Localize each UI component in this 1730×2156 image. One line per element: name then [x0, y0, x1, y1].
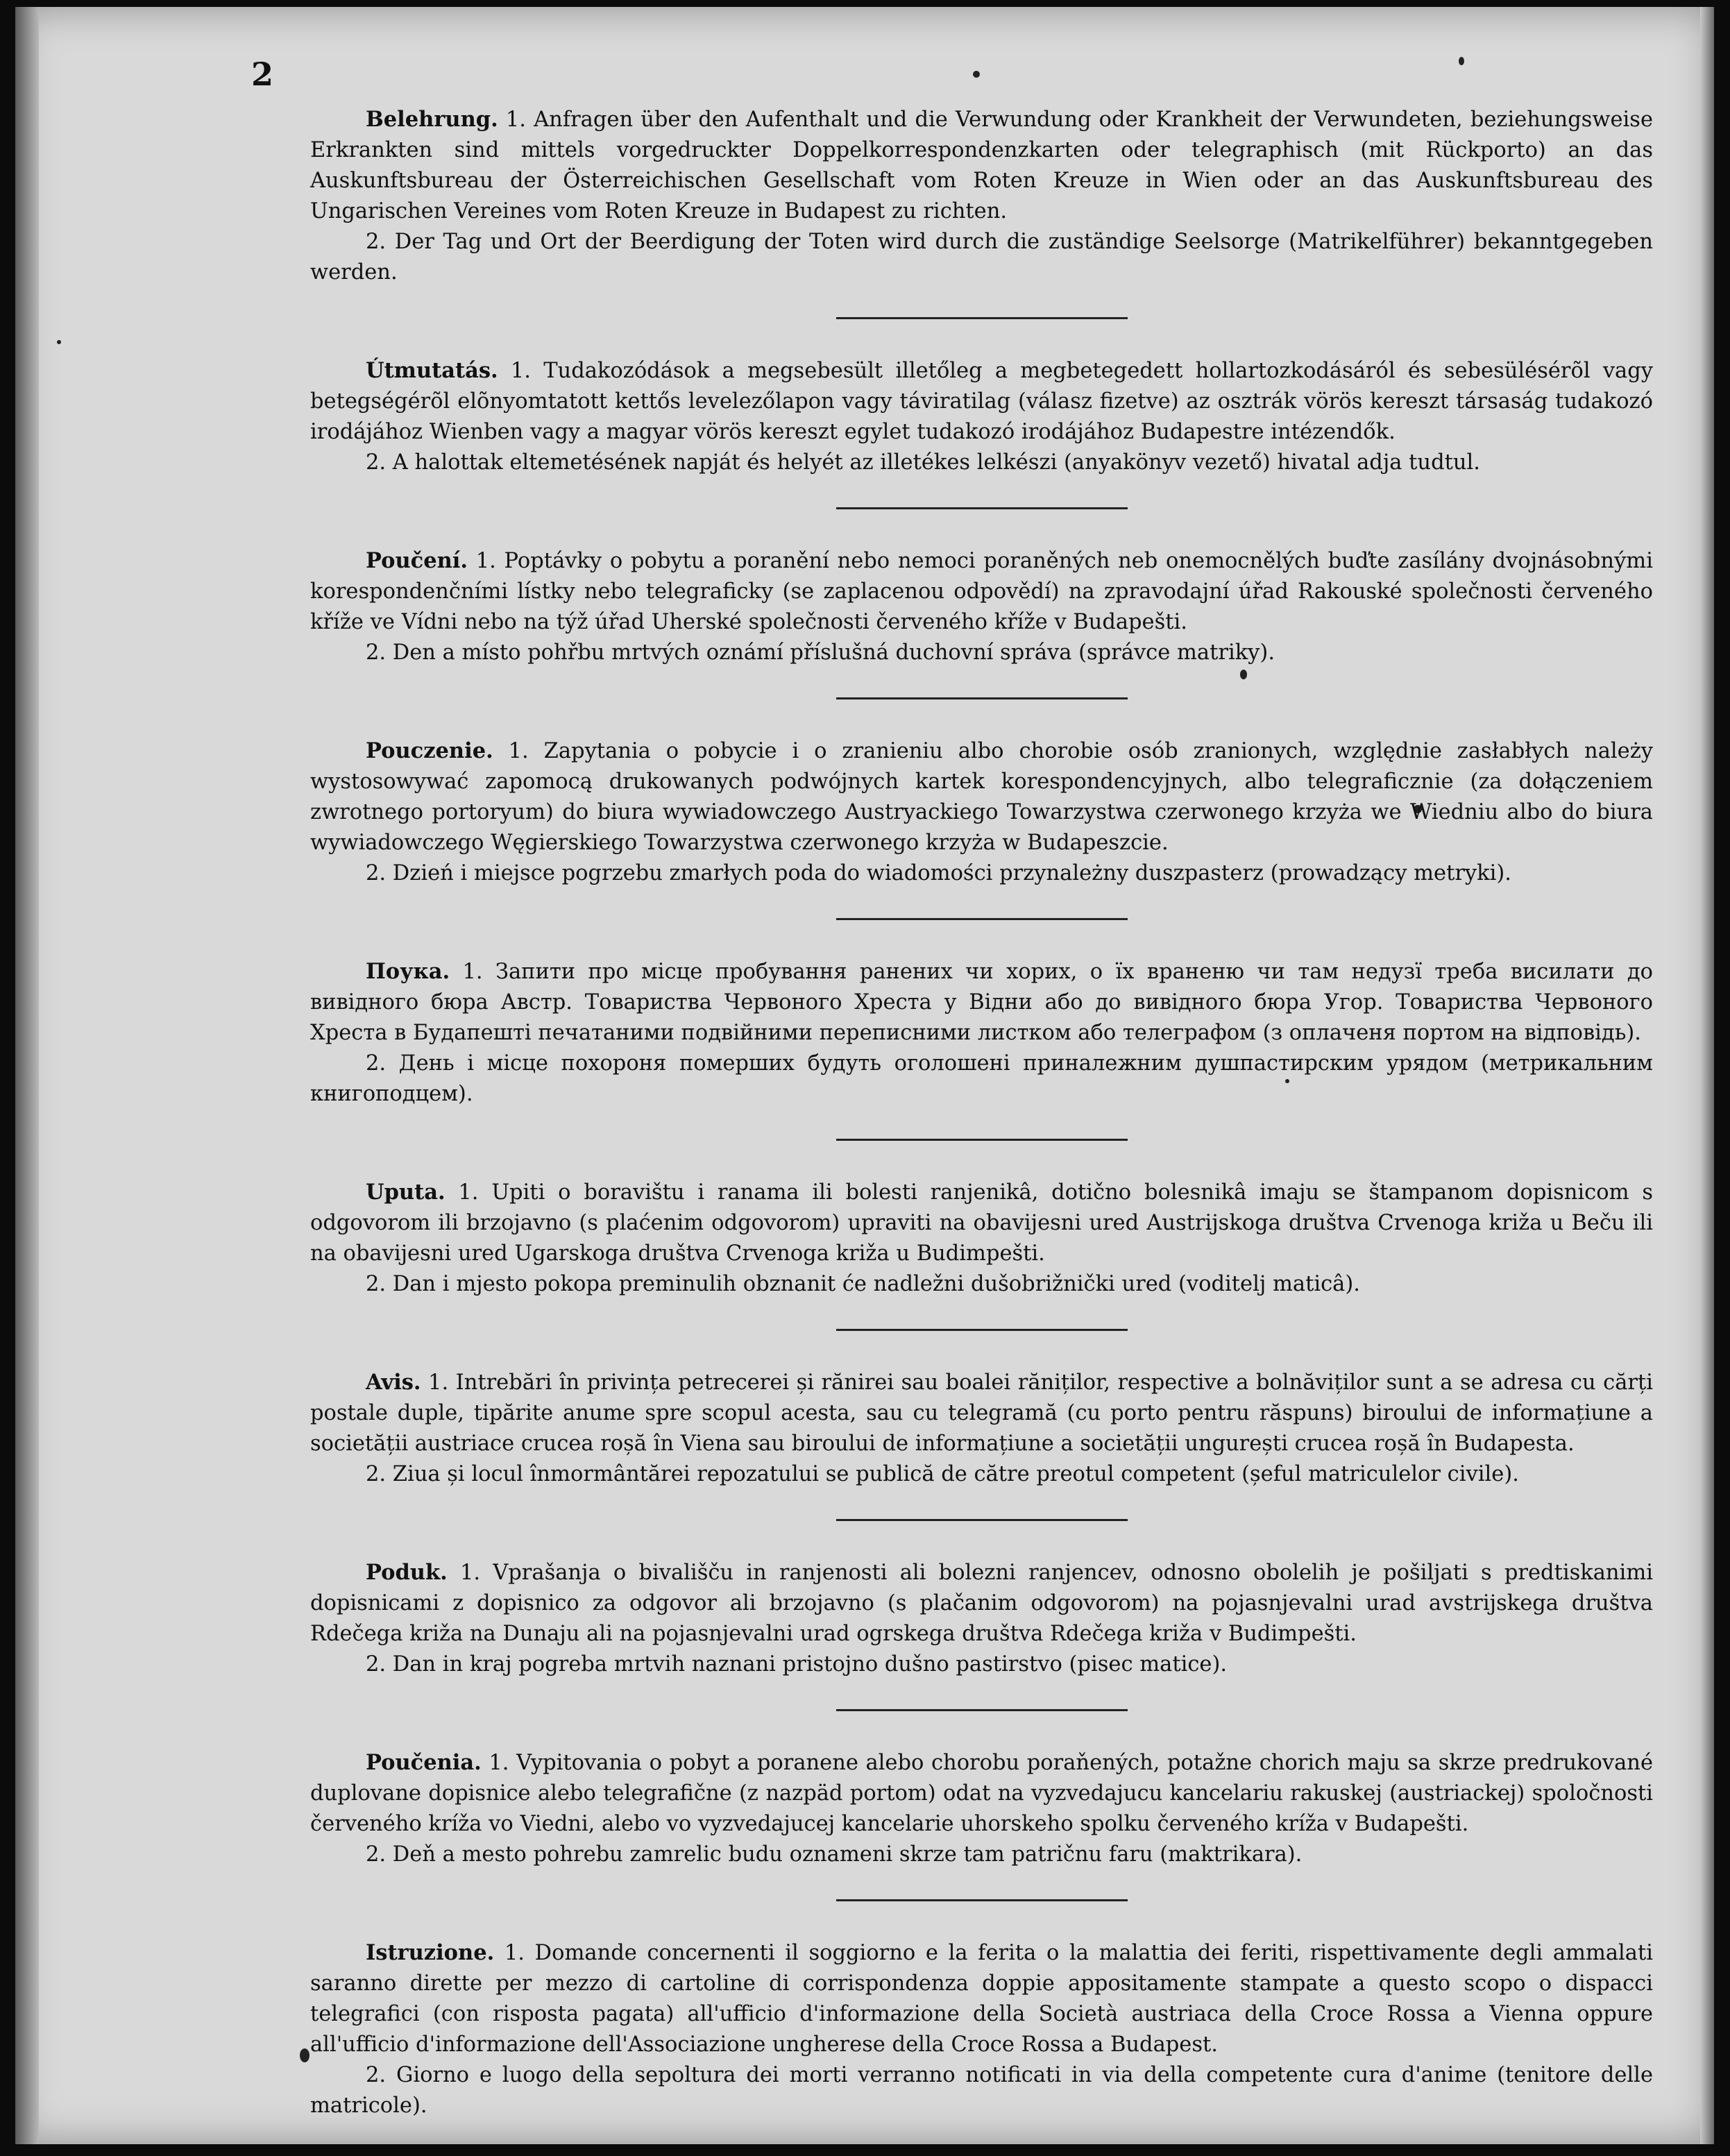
section-heading: Belehrung.: [366, 107, 498, 132]
document-body: [310, 104, 1653, 2144]
paragraph-1: [310, 736, 1653, 858]
document-page: [15, 7, 1714, 2144]
section-divider: [836, 918, 1128, 920]
paragraph-1: [310, 1557, 1653, 1649]
section-divider: [836, 1709, 1128, 1711]
section-croatian: [310, 1177, 1653, 1300]
paragraph-text: 1. Domande concernenti il soggiorno e la ferita o la malattia dei feriti, rispettivamente degli ammalati saranno dirette per mezzo di cartoline di corrispondenza doppie appositamente stampate a questo scopo o dispacci telegrafici (con risposta pagata) all'ufficio d'informazione della Società austriaca della Croce Rossa a Vienna oppure all'ufficio d'informazione dell'Associazione ungherese della Croce Rossa a Budapest.: [310, 1941, 1654, 2057]
paragraph-2: 2. Dan i mjesto pokopa preminulih obznanit će nadležni dušobrižnički ured (voditelj maticâ).: [366, 1272, 1360, 1296]
paragraph-2: 2. Giorno e luogo della sepoltura dei morti verranno notificati in via della competente cura d'anime (tenitore delle matricole).: [310, 2063, 1653, 2118]
section-divider: [836, 317, 1128, 319]
paragraph-text: 1. Запити про місце пробування ранених чи хорих, о їх враненю чи там недузї треба висилати до вивідного бюра Австр. Товариства Червоного Хреста у Відни або до вивідного бюра Угор. Товариства Червоного Хреста в Будапешті печатаними подвійними переписними листком або телеграфом (з оплаченя портом на відповідь).: [310, 960, 1653, 1045]
section-divider: [836, 1139, 1128, 1141]
paragraph-2: 2. День і місце похороня померших будуть оголошені приналежним душпастирским урядом (метрикальним книгоподцем).: [310, 1051, 1653, 1106]
scan-speck: [57, 340, 61, 344]
scan-speck: [1459, 57, 1464, 65]
paragraph-text: 1. Vprašanja o bivališču in ranjenosti ali bolezni ranjencev, odnosno obolelih je pošiljati s predtiskanimi dopisnicami z dopisnico za odgovor ali brzojavno (s plačanim odgovorom) na pojasnjevalni urad avstrijskega društva Rdečega križa na Dunaju ali na pojasnjevalni urad ogrskega društva Rdečega križa v Budimpešti.: [310, 1561, 1653, 1646]
section-heading: Avis.: [366, 1370, 421, 1395]
section-divider: [836, 507, 1128, 509]
paragraph-text: 1. Zapytania o pobycie i o zranieniu albo chorobie osób zranionych, względnie zasłabłych należy wystosowywać zapomocą drukowanych podwójnych kartek korespondencyjnych, albo telegraficznie (za dołączeniem zwrotnego portoryum) do biura wywiadowczego Austryackiego Towarzystwa czerwonego krzyża we Wiedniu albo do biura wywiadowczego Węgierskiego Towarzystwa czerwonego krzyża w Budapeszcie.: [310, 739, 1653, 855]
section-heading: Uputa.: [366, 1180, 446, 1205]
paragraph-1: [310, 355, 1653, 448]
paragraph-text: 1. Vypitovania o pobyt a poranene alebo chorobu poraňených, potažne chorich maju sa skrze predrukované duplovane dopisnice alebo telegrafične (z nazpäd portom) odat na vyzvedajucu kancelariu rakuskej (austriackej) spoločnosti červeného kríža vo Viedni, alebo vo vyzvedajucej kancelarie uhorskeho spolku červeného kríža v Budapešti.: [310, 1751, 1653, 1836]
scan-right-edge: [1700, 7, 1714, 2144]
scan-left-edge: [15, 7, 39, 2144]
section-divider: [836, 1899, 1128, 1901]
section-czech: [310, 545, 1653, 668]
paragraph-1: [310, 1367, 1653, 1459]
paragraph-1: [310, 104, 1653, 227]
page-number: 2: [251, 56, 274, 93]
section-divider: [836, 1329, 1128, 1331]
section-divider: [836, 697, 1128, 699]
section-heading: Istruzione.: [366, 1940, 495, 1965]
scan-speck: [973, 71, 980, 78]
paragraph-2: 2. Ziua și locul înmormântărei repozatului se publică de către preotul competent (șeful matriculelor civile).: [366, 1462, 1519, 1486]
paragraph-2: 2. Der Tag und Ort der Beerdigung der Toten wird durch die zuständige Seelsorge (Matrikelführer) bekanntgegeben werden.: [310, 230, 1653, 285]
paragraph-1: [310, 1177, 1653, 1269]
section-ruthenian: [310, 956, 1653, 1110]
section-heading: Útmutatás.: [366, 358, 498, 383]
paragraph-1: [310, 545, 1653, 638]
paragraph-2: 2. Dzień i miejsce pogrzebu zmarłych poda do wiadomości przynależny duszpasterz (prowadzący metryki).: [366, 861, 1511, 885]
paragraph-text: 1. Tudakozódások a megsebesült illetőleg a megbetegedett hollartozkodásáról és sebesülésérõl vagy betegségérõl elõnyomtatott kettős levelezőlapon vagy táviratilag (válasz fizetve) az osztrák vörös kereszt társaság tudakozó irodájához Wienben vagy a magyar vörös kereszt egylet tudakozó irodájához Budapestre intézendők.: [310, 359, 1653, 444]
paragraph-text: 1. Poptávky o pobytu a poranění nebo nemoci poraněných neb onemocnělých buďte zasílány dvojnásobnými korespondenčními lístky nebo telegraficky (se zaplacenou odpovědí) na zpravodajní úřad Rakouské společnosti červeného kříže ve Vídni nebo na týž úřad Uherské společnosti červeného kříže v Budapešti.: [310, 549, 1653, 634]
section-polish: [310, 736, 1653, 889]
section-heading: Poučení.: [366, 548, 468, 573]
paragraph-2: 2. A halottak eltemetésének napját és helyét az illetékes lelkészi (anyakönyv vezető) hivatal adja tudtul.: [366, 450, 1480, 475]
section-heading: Pouczenie.: [366, 738, 493, 763]
section-slovak: [310, 1747, 1653, 1870]
paragraph-2: 2. Deň a mesto pohrebu zamrelic budu oznameni skrze tam patričnu faru (maktrikara).: [366, 1842, 1303, 1867]
paragraph-text: 1. Intrebări în privința petrecerei și rănirei sau boalei răniților, respective a bolnăviților sunt a se adresa cu cărți postale duple, tipărite anume spre scopul acesta, sau cu telegramă (cu porto pentru răspuns) biroului de informațiune a societății austriace crucea roșă în Viena sau biroului de informațiune a societății ungurești crucea roșă în Budapesta.: [310, 1370, 1653, 1456]
section-romanian: [310, 1367, 1653, 1490]
section-slovenian: [310, 1557, 1653, 1680]
section-heading: Поука.: [366, 959, 450, 984]
section-heading: Poduk.: [366, 1560, 448, 1585]
section-divider: [836, 1519, 1128, 1521]
paragraph-text: 1. Upiti o boravištu i ranama ili bolesti ranjenikâ, dotično bolesnikâ imaju se štampanom dopisnicom s odgovorom ili brzojavno (s plaćenim odgovorom) upraviti na obavijesni ured Austrijskoga društva Crvenoga križa u Beču ili na obavijesni ured Ugarskoga društva Crvenoga križa u Budimpešti.: [310, 1180, 1654, 1266]
section-german: [310, 104, 1653, 288]
section-italian: [310, 1937, 1653, 2121]
paragraph-1: [310, 1747, 1653, 1840]
section-hungarian: [310, 355, 1653, 478]
paragraph-1: [310, 1937, 1653, 2060]
scan-speck: [300, 2048, 309, 2062]
paragraph-1: [310, 956, 1653, 1049]
section-heading: Poučenia.: [366, 1750, 482, 1775]
paragraph-2: 2. Dan in kraj pogreba mrtvih naznani pristojno dušno pastirstvo (pisec matice).: [366, 1652, 1228, 1677]
paragraph-2: 2. Den a místo pohřbu mrtvých oznámí příslušná duchovní správa (správce matriky).: [366, 640, 1275, 665]
paragraph-text: 1. Anfragen über den Aufenthalt und die Verwundung oder Krankheit der Verwundeten, beziehungsweise Erkrankten sind mittels vorgedruckter Doppelkorrespondenzkarten oder telegraphisch (mit Rückporto) an das Auskunftsbureau der Österreichischen Gesellschaft vom Roten Kreuze in Wien oder an das Auskunftsbureau des Ungarischen Vereines vom Roten Kreuze in Budapest zu richten.: [310, 108, 1653, 223]
